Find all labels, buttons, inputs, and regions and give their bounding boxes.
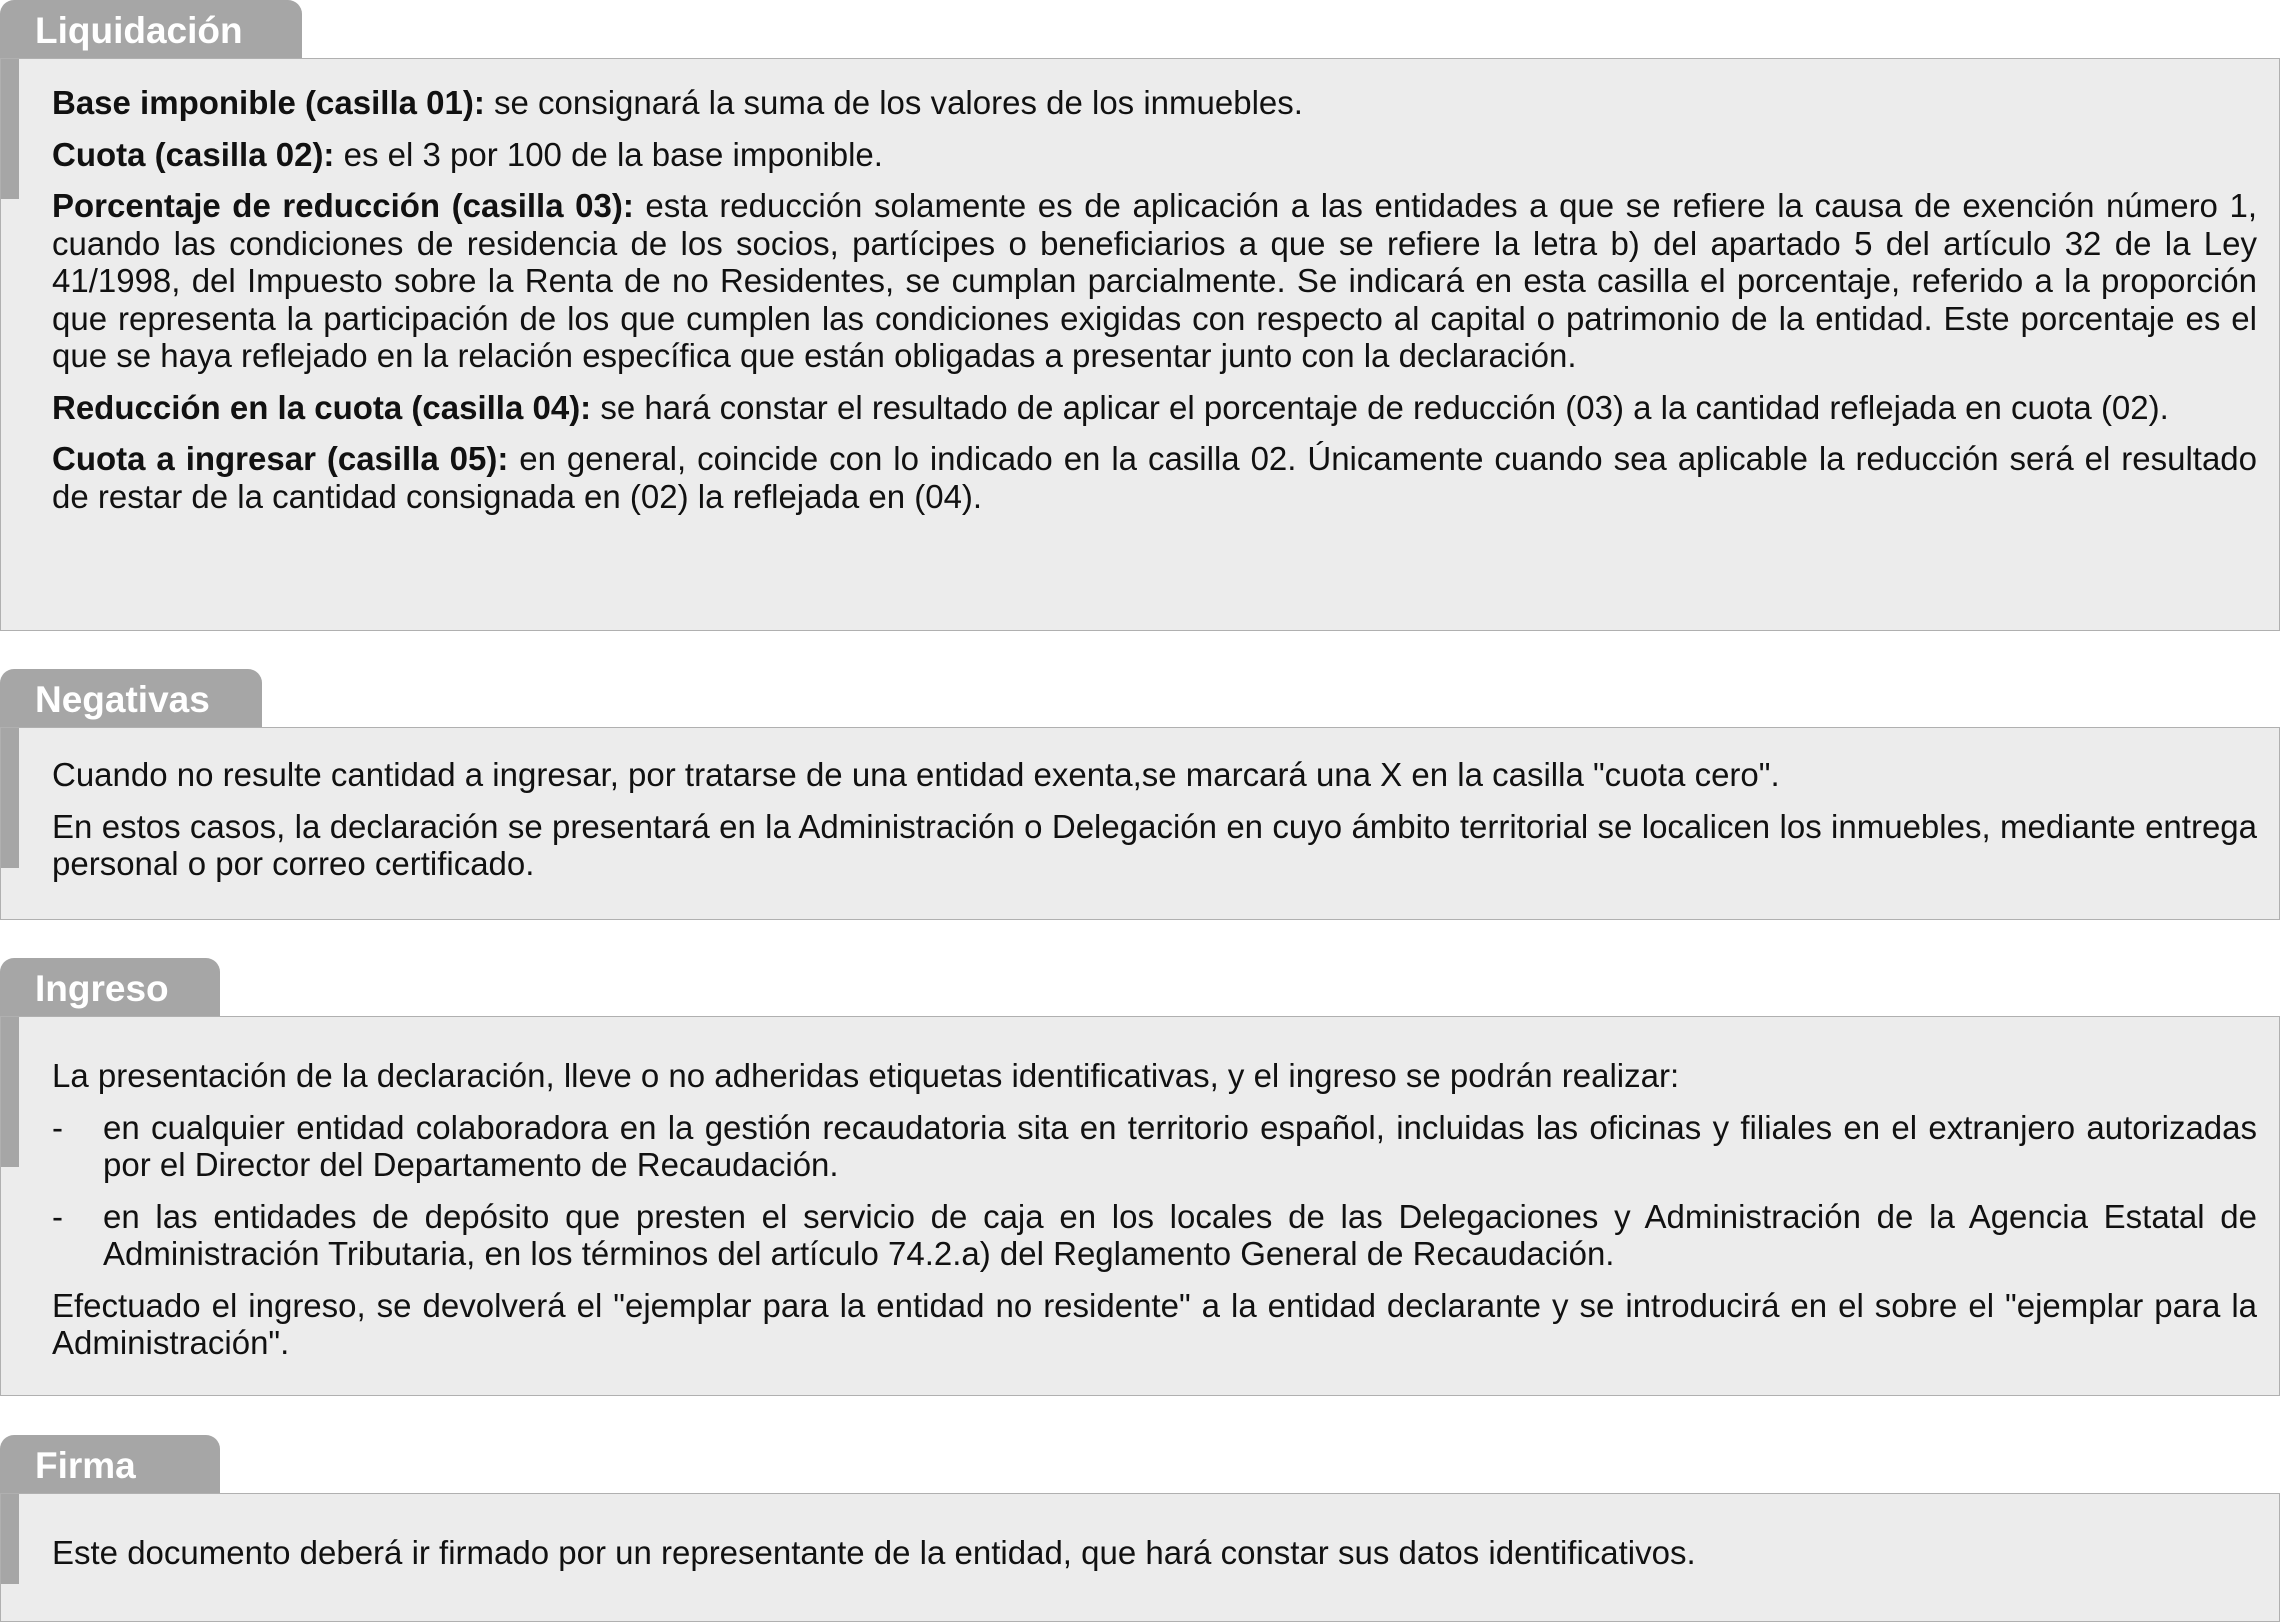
paragraph: En estos casos, la declaración se presentará en la Administración o Delegación en cuyo ámbito territorial se localicen los inmuebles, mediante entrega personal o por correo certificado. (52, 807, 2257, 882)
item-label: Cuota (casilla 02): (52, 135, 335, 173)
list-item (52, 1198, 2257, 1273)
section-content (52, 1057, 2257, 1376)
list-item-text: en las entidades de depósito que presten el servicio de caja en los locales de las Delegaciones y Administración de la Agencia Estatal de Administración Tributaria, en los términos del artículo 74.2.a) del Reglamento General de Recaudación. (103, 1197, 2257, 1272)
section-panel (0, 1016, 2280, 1396)
bullet-marker: - (52, 1197, 63, 1235)
bullet-marker: - (52, 1108, 63, 1146)
list-item (52, 1109, 2257, 1184)
section-title: Ingreso (0, 958, 220, 1018)
section-panel (0, 1493, 2280, 1622)
section-content (52, 1534, 2257, 1586)
panel-rail-decoration (1, 59, 19, 199)
section-title: Firma (0, 1435, 220, 1495)
paragraph: Este documento deberá ir firmado por un representante de la entidad, que hará constar sus datos identificativos. (52, 1534, 1696, 1571)
item-text: se consignará la suma de los valores de los inmuebles. (484, 84, 1303, 121)
section-content (52, 756, 2257, 897)
section-title: Liquidación (0, 0, 302, 60)
panel-rail-decoration (1, 1017, 19, 1167)
paragraph: Cuando no resulte cantidad a ingresar, por tratarse de una entidad exenta,se marcará una X en la casilla "cuota cero". (52, 756, 1780, 793)
section-panel (0, 727, 2280, 920)
panel-rail-decoration (1, 728, 19, 868)
item-text: en general, coincide con lo indicado en la casilla 02. Únicamente cuando sea aplicable la reducción será el resultado de restar de la cantidad consignada en (02) la reflejada en (04). (52, 440, 2257, 515)
item-text: esta reducción solamente es de aplicación a las entidades a que se refiere la causa de exención número 1, cuando las condiciones de residencia de los socios, partícipes o beneficiarios a que se refiere la letra b) del apartado 5 del artículo 32 de la Ley 41/1998, del Impuesto sobre la Renta de no Residentes, se cumplan parcialmente. Se indicará en esta casilla el porcentaje, referido a la proporción que representa la participación de los que cumplen las condiciones exigidas con respecto al capital o patrimonio de la entidad. Este porcentaje es el que se haya reflejado en la relación específica que están obligadas a presentar junto con la declaración. (52, 187, 2258, 374)
item-porcentaje-reduccion (52, 187, 2257, 375)
item-cuota-ingresar (52, 440, 2257, 515)
item-reduccion-cuota (52, 389, 2257, 427)
section-panel (0, 58, 2280, 631)
list-item-text: en cualquier entidad colaboradora en la gestión recaudatoria sita en territorio español, incluidas las oficinas y filiales en el extranjero autorizadas por el Director del Departamento de Recaudación. (103, 1108, 2257, 1183)
item-label: Base imponible (casilla 01): (52, 84, 485, 121)
item-label: Porcentaje de reducción (casilla 03): (52, 187, 634, 224)
item-cuota (52, 136, 2257, 174)
section-title: Negativas (0, 669, 262, 729)
item-label: Reducción en la cuota (casilla 04): (52, 388, 592, 426)
intro-paragraph: La presentación de la declaración, lleve o no adheridas etiquetas identificativas, y el ingreso se podrán realizar: (52, 1057, 1680, 1094)
panel-rail-decoration (1, 1494, 19, 1584)
item-text: es el 3 por 100 de la base imponible. (334, 135, 883, 173)
item-text: se hará constar el resultado de aplicar el porcentaje de reducción (03) a la cantidad reflejada en cuota (02). (591, 388, 2169, 426)
section-content (52, 84, 2257, 529)
item-label: Cuota a ingresar (casilla 05): (52, 440, 509, 477)
outro-paragraph: Efectuado el ingreso, se devolverá el "ejemplar para la entidad no residente" a la entidad declarante y se introducirá en el sobre el "ejemplar para la Administración". (52, 1286, 2257, 1361)
item-base-imponible (52, 84, 2257, 122)
